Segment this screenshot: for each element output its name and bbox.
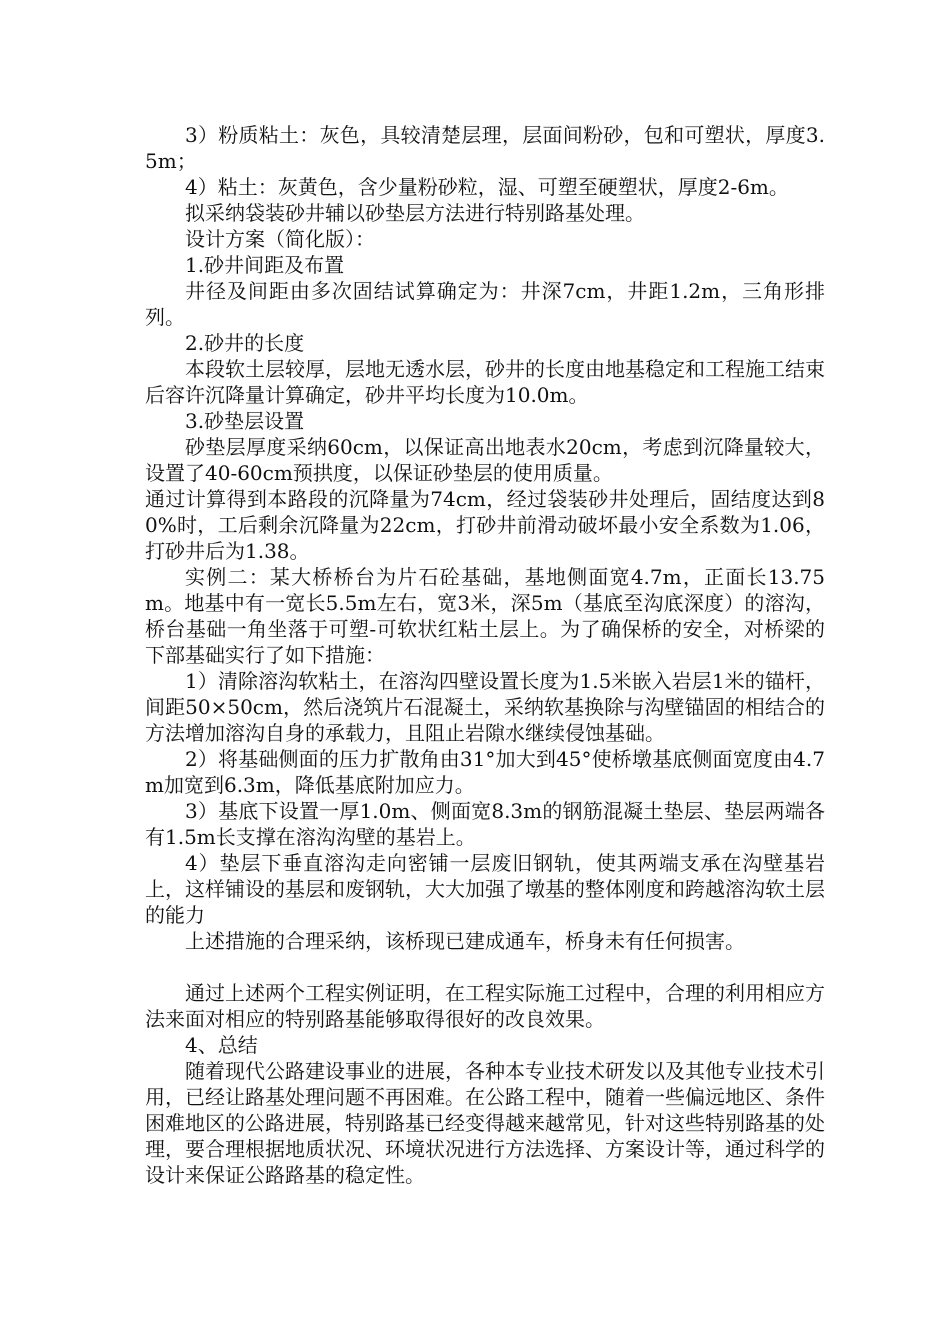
paragraph: 4）粘土：灰黄色，含少量粉砂粒，湿、可塑至硬塑状，厚度2-6m。 [185, 175, 789, 199]
paragraph: 2.砂井的长度 [185, 331, 305, 355]
paragraph: 实例二：某大桥桥台为片石砼基础，基地侧面宽4.7m，正面长13.75m。地基中有一宽长5.5m左右，宽3米，深5m（基底至沟底深度）的溶沟，桥台基础一角坐落于可塑-可软状红粘土层上。为了确保桥的安全，对桥梁的下部基础实行了如下措施： [145, 565, 825, 667]
paragraph: 设计方案（简化版）： [185, 227, 375, 251]
paragraph: 3）基底下设置一厚1.0m、侧面宽8.3m的钢筋混凝土垫层、垫层两端各有1.5m长支撑在溶沟沟壁的基岩上。 [145, 799, 825, 849]
paragraph: 3.砂垫层设置 [185, 409, 305, 433]
paragraph: 通过计算得到本路段的沉降量为74cm，经过袋装砂井处理后，固结度达到80%时，工后剩余沉降量为22cm，打砂井前滑动破坏最小安全系数为1.06，打砂井后为1.38。 [145, 487, 825, 563]
paragraph: 4、总结 [185, 1033, 258, 1057]
paragraph: 通过上述两个工程实例证明，在工程实际施工过程中，合理的利用相应方法来面对相应的特别路基能够取得很好的改良效果。 [145, 981, 825, 1031]
paragraph: 4）垫层下垂直溶沟走向密铺一层废旧钢轨，使其两端支承在沟壁基岩上，这样铺设的基层和废钢轨，大大加强了墩基的整体刚度和跨越溶沟软土层的能力 [145, 851, 825, 927]
paragraph: 上述措施的合理采纳，该桥现已建成通车，桥身未有任何损害。 [185, 929, 745, 953]
paragraph: 井径及间距由多次固结试算确定为：井深7cm，井距1.2m，三角形排列。 [145, 279, 825, 329]
paragraph: 2）将基础侧面的压力扩散角由31°加大到45°使桥墩基底侧面宽度由4.7m加宽到6.3m，降低基底附加应力。 [145, 747, 825, 797]
paragraph: 1）清除溶沟软粘土，在溶沟四壁设置长度为1.5米嵌入岩层1米的锚杆，间距50×50cm，然后浇筑片石混凝土，采纳软基换除与沟壁锚固的相结合的方法增加溶沟自身的承载力，且阻止岩隙水继续侵蚀基础。 [145, 669, 825, 745]
paragraph: 1.砂井间距及布置 [185, 253, 345, 277]
paragraph: 随着现代公路建设事业的进展，各种本专业技术研发以及其他专业技术引用，已经让路基处理问题不再困难。在公路工程中，随着一些偏远地区、条件困难地区的公路进展，特别路基已经变得越来越常见，针对这些特别路基的处理，要合理根据地质状况、环境状况进行方法选择、方案设计等，通过科学的设计来保证公路路基的稳定性。 [145, 1059, 825, 1187]
paragraph: 拟采纳袋装砂井辅以砂垫层方法进行特别路基处理。 [185, 201, 645, 225]
document-body [145, 122, 825, 1188]
paragraph: 3）粉质粘土：灰色，具较清楚层理，层面间粉砂，包和可塑状，厚度3.5m； [145, 123, 825, 173]
paragraph: 本段软土层较厚，层地无透水层，砂井的长度由地基稳定和工程施工结束后容许沉降量计算确定，砂井平均长度为10.0m。 [145, 357, 825, 407]
paragraph: 砂垫层厚度采纳60cm，以保证高出地表水20cm，考虑到沉降量较大，设置了40-60cm预拱度，以保证砂垫层的使用质量。 [145, 435, 825, 485]
